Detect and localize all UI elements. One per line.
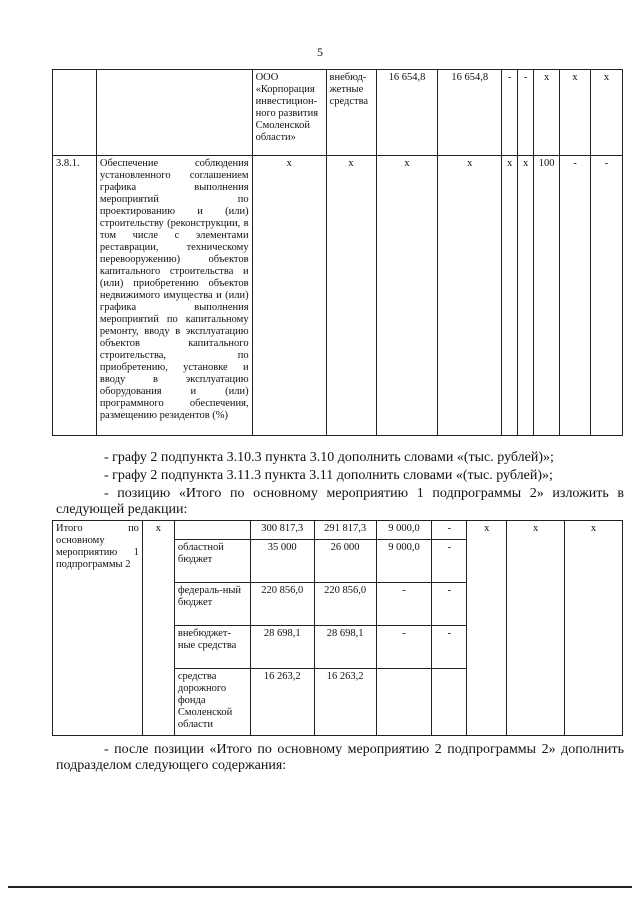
page-number: 5 [317,45,323,59]
funding-source-cell: внебюджет-ные средства [174,626,250,669]
value-cell: 300 817,3 [250,521,314,540]
funding-source-cell: федераль-ный бюджет [174,583,250,626]
value-cell: х [591,70,623,156]
value-cell: 9 000,0 [376,540,432,583]
value-cell: - [432,626,467,669]
value-cell: 26 000 [314,540,376,583]
total-measure-table [52,520,623,736]
table-row [53,156,623,436]
paragraph-total-measure-1: - позицию «Итого по основному мероприятию 1 подпрограммы 2» изложить в следующей редакции: [56,486,624,517]
row-number: 3.8.1. [53,156,97,436]
value-cell: 16 263,2 [250,669,314,736]
value-cell: 28 698,1 [250,626,314,669]
value-cell: х [534,70,560,156]
paragraph-after-measure-2: - после позиции «Итого по основному мероприятию 2 подпрограммы 2» дополнить подразделом следующего содержания: [56,742,624,773]
funding-source-cell: х [326,156,376,436]
value-cell: х [502,156,518,436]
funding-source-cell: внебюд-жетные средства [326,70,376,156]
value-cell: х [467,521,507,736]
measure-description [96,70,252,156]
value-cell: х [560,70,591,156]
value-cell: - [502,70,518,156]
page-bottom-rule [8,886,632,888]
value-cell: х [518,156,534,436]
value-cell: 28 698,1 [314,626,376,669]
funding-source-cell: средства дорожного фонда Смоленской области [174,669,250,736]
executor-cell: х [142,521,174,736]
value-cell: х [376,156,438,436]
value-cell: - [376,626,432,669]
executor-cell: ООО «Корпорация инвестицион-ного развития Смоленской области» [252,70,326,156]
value-cell: 9 000,0 [376,521,432,540]
measure-description: Обеспечение соблюдения установленного соглашением графика выполнения мероприятий по проектированию и (или) строительству (реконструкции, в том числе с элементами реставрации, техническому перевооружению) объектов капитального строительства и (или) приобретению объектов недвижимого имущества и (или) графика выполнения мероприятий по капитальному ремонту, вводу в эксплуатацию объектов капитального строительства, по приобретению, установке и вводу в эксплуатацию оборудования и (или) программного обеспечения, размещению резидентов (%) [96,156,252,436]
value-cell: 16 654,8 [376,70,438,156]
value-cell: - [376,583,432,626]
executor-cell: х [252,156,326,436]
value-cell [432,669,467,736]
value-cell: х [438,156,502,436]
funding-source-cell: областной бюджет [174,540,250,583]
row-number [53,70,97,156]
measures-table [52,69,623,436]
value-cell: х [507,521,565,736]
value-cell: х [565,521,623,736]
value-cell: - [432,521,467,540]
value-cell: - [560,156,591,436]
value-cell: 100 [534,156,560,436]
table-row [53,70,623,156]
value-cell: - [432,583,467,626]
value-cell [376,669,432,736]
value-cell: 16 263,2 [314,669,376,736]
value-cell: 220 856,0 [314,583,376,626]
total-label: Итого по основному мероприятию 1 подпрограммы 2 [53,521,143,736]
value-cell: - [591,156,623,436]
paragraph-column-2-3-10-3: - графу 2 подпункта 3.10.3 пункта 3.10 дополнить словами «(тыс. рублей)»; [104,450,554,465]
funding-source-cell [174,521,250,540]
value-cell: - [518,70,534,156]
value-cell: 291 817,3 [314,521,376,540]
value-cell: - [432,540,467,583]
value-cell: 16 654,8 [438,70,502,156]
table-row [53,521,623,540]
value-cell: 35 000 [250,540,314,583]
paragraph-column-2-3-11-3: - графу 2 подпункта 3.11.3 пункта 3.11 дополнить словами «(тыс. рублей)»; [104,468,553,483]
value-cell: 220 856,0 [250,583,314,626]
